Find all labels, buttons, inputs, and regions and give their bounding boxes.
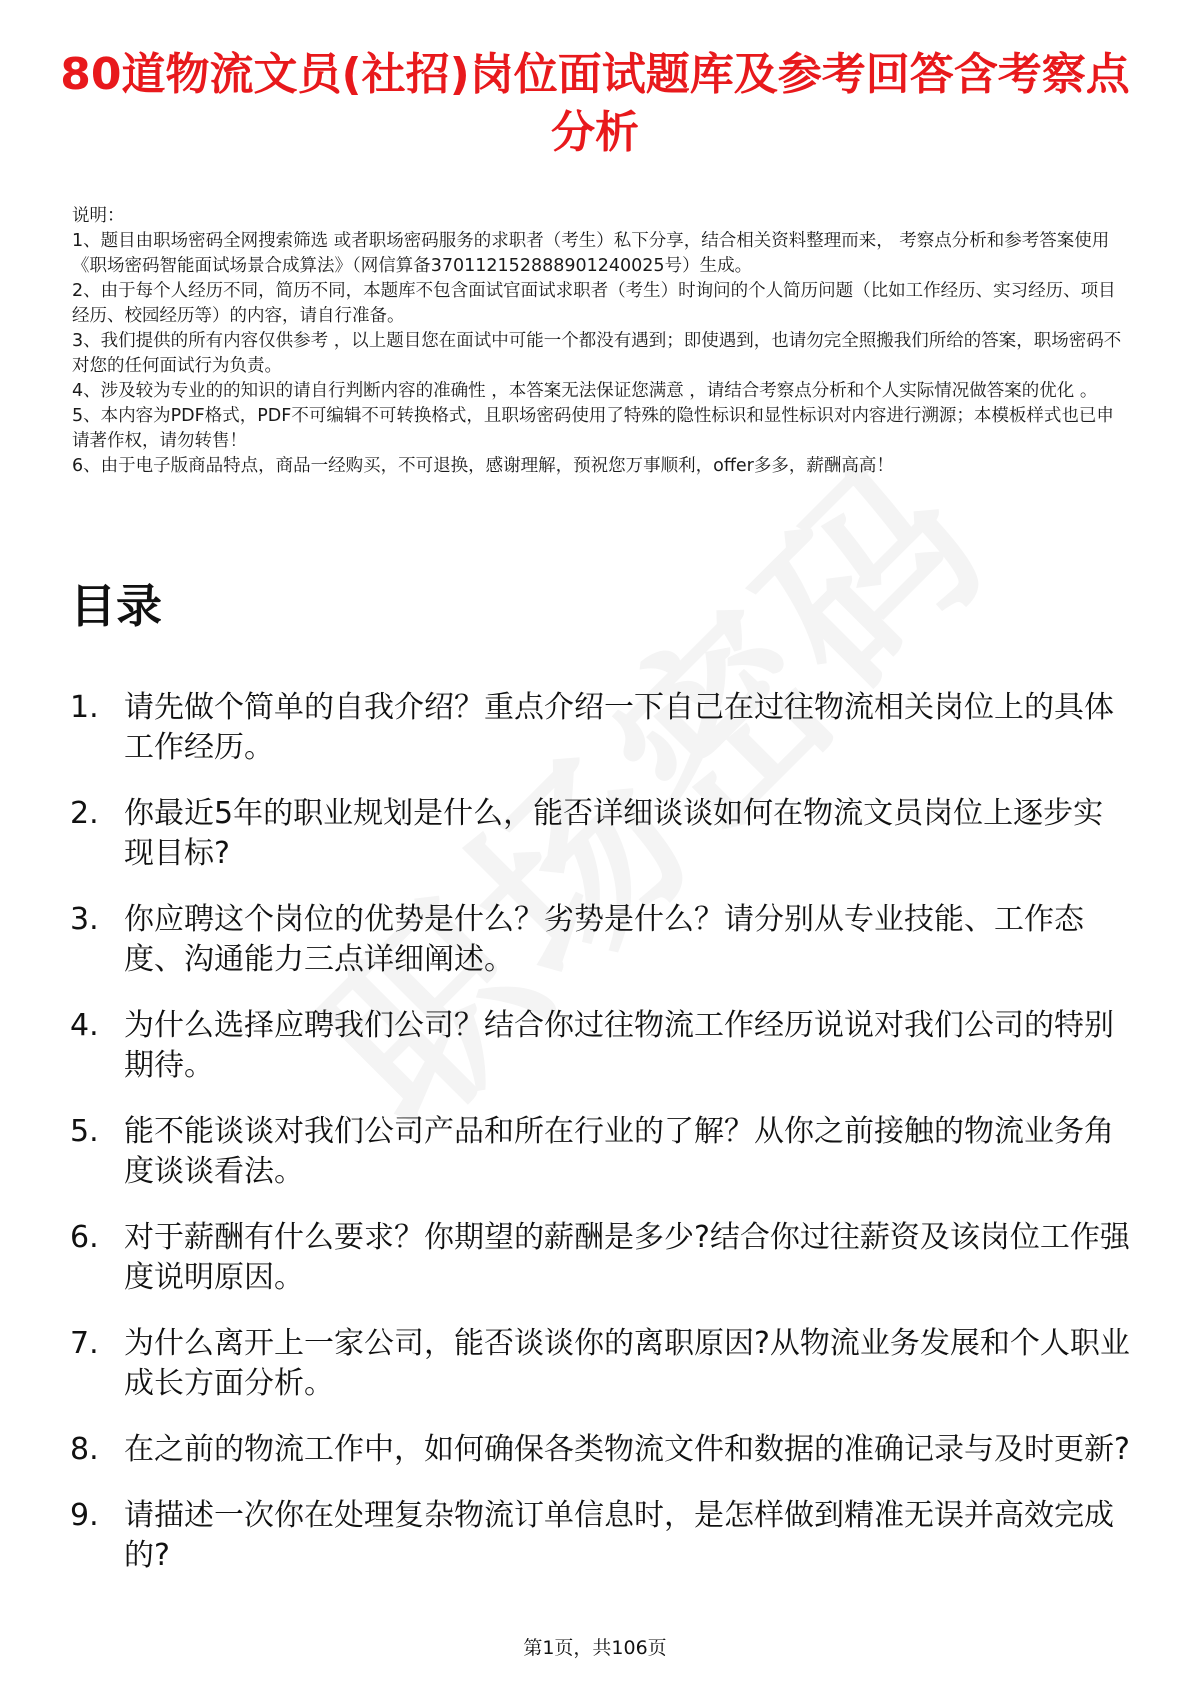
- page-footer: 第1页，共106页: [523, 1637, 667, 1659]
- question-text: 你最近5年的职业规划是什么，能否详细谈谈如何在物流文员岗位上逐步实现目标?: [124, 796, 1104, 871]
- question-item: [70, 794, 1130, 874]
- note-item: 1、题目由职场密码全网搜索筛选 或者职场密码服务的求职者（考生）私下分享，结合相关资料整理而来， 考察点分析和参考答案使用《职场密码智能面试场景合成算法》（网信算备370112152888901240025号）生成。: [72, 231, 1110, 276]
- question-number: 4.: [70, 1008, 99, 1043]
- question-item: [70, 1006, 1130, 1086]
- question-number: 6.: [70, 1220, 99, 1255]
- question-text: 请先做个简单的自我介绍？重点介绍一下自己在过往物流相关岗位上的具体工作经历。: [124, 690, 1114, 765]
- notes-heading: 说明：: [72, 206, 125, 226]
- document-title: 80道物流文员(社招)岗位面试题库及参考回答含考察点分析: [60, 49, 1130, 158]
- question-text: 为什么离开上一家公司，能否谈谈你的离职原因?从物流业务发展和个人职业成长方面分析。: [124, 1326, 1130, 1401]
- question-number: 3.: [70, 902, 99, 937]
- question-item: [70, 1324, 1130, 1404]
- question-item: [70, 688, 1130, 768]
- question-item: [70, 1430, 1130, 1470]
- question-text: 在之前的物流工作中，如何确保各类物流文件和数据的准确记录与及时更新?: [124, 1432, 1130, 1467]
- question-item: [70, 900, 1130, 980]
- note-item: 3、我们提供的所有内容仅供参考 ，以上题目您在面试中可能一个都没有遇到；即使遇到，也请勿完全照搬我们所给的答案，职场密码不对您的任何面试行为负责。: [72, 331, 1122, 376]
- toc-heading: 目录: [70, 579, 162, 633]
- question-text: 请描述一次你在处理复杂物流订单信息时，是怎样做到精准无误并高效完成的?: [124, 1498, 1114, 1573]
- question-number: 2.: [70, 796, 99, 831]
- question-number: 1.: [70, 690, 99, 725]
- question-item: [70, 1112, 1130, 1192]
- question-item: [70, 1496, 1130, 1576]
- question-number: 9.: [70, 1498, 99, 1533]
- note-item: 5、本内容为PDF格式，PDF不可编辑不可转换格式，且职场密码使用了特殊的隐性标识和显性标识对内容进行溯源；本模板样式也已申请著作权，请勿转售！: [72, 406, 1114, 451]
- question-list: [70, 688, 1130, 1602]
- note-item: 4、涉及较为专业的的知识的请自行判断内容的准确性 ，本答案无法保证您满意 ，请结合考察点分析和个人实际情况做答案的优化 。: [72, 381, 1098, 401]
- note-item: 2、由于每个人经历不同，简历不同，本题库不包含面试官面试求职者（考生）时询问的个人简历问题（比如工作经历、实习经历、项目经历、校园经历等）的内容，请自行准备。: [72, 281, 1116, 326]
- question-text: 对于薪酬有什么要求？你期望的薪酬是多少?结合你过往薪资及该岗位工作强度说明原因。: [124, 1220, 1130, 1295]
- question-number: 7.: [70, 1326, 99, 1361]
- question-number: 5.: [70, 1114, 99, 1149]
- notes-section: [72, 204, 1122, 479]
- question-item: [70, 1218, 1130, 1298]
- question-text: 为什么选择应聘我们公司？结合你过往物流工作经历说说对我们公司的特别期待。: [124, 1008, 1114, 1083]
- question-text: 你应聘这个岗位的优势是什么？劣势是什么？请分别从专业技能、工作态度、沟通能力三点详细阐述。: [124, 902, 1084, 977]
- note-item: 6、由于电子版商品特点，商品一经购买，不可退换，感谢理解，预祝您万事顺利，offer多多，薪酬高高！: [72, 456, 894, 476]
- question-number: 8.: [70, 1432, 99, 1467]
- question-text: 能不能谈谈对我们公司产品和所在行业的了解？从你之前接触的物流业务角度谈谈看法。: [124, 1114, 1114, 1189]
